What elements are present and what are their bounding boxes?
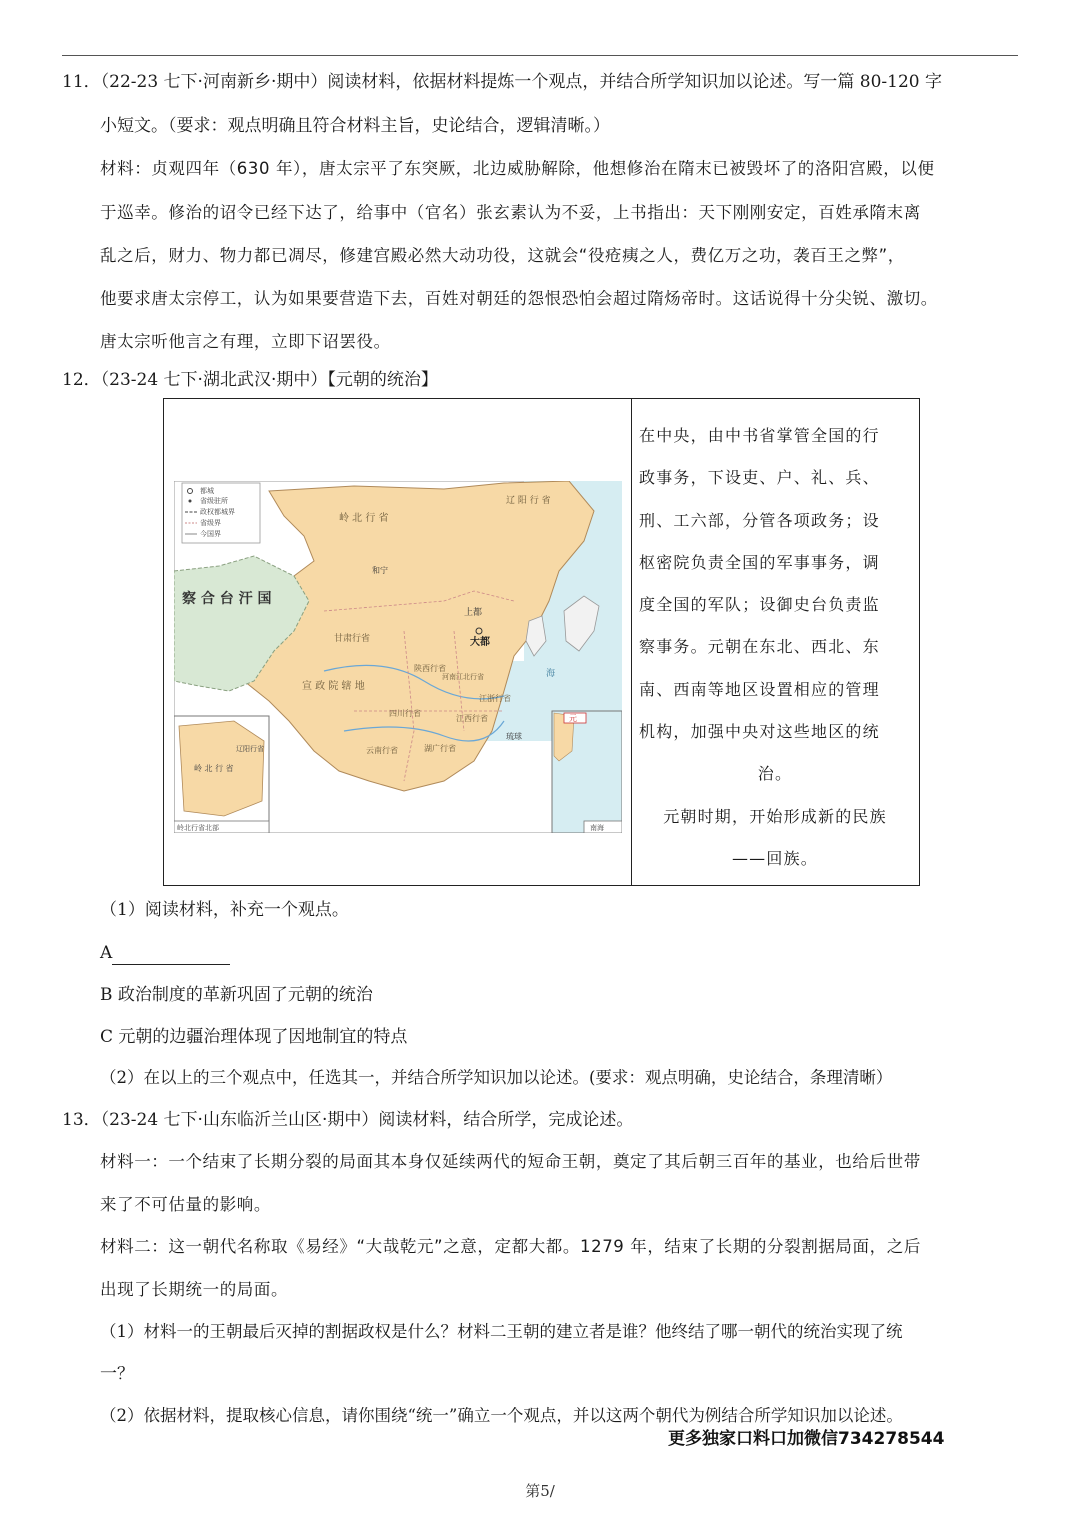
right-line-1: 在中央，由中书省掌管全国的行 [639,426,880,445]
q12-option-c: C 元朝的边疆治理体现了因地制宜的特点 [100,1027,408,1047]
right-line-3: 刑、工六部，分管各项政务；设 [639,510,880,530]
label-jiangxi: 江西行省 [456,714,488,723]
q13-m2-line1: 材料二：这一朝代名称取《易经》“大哉乾元”之意，定都大都。1279 年，结束了长期的分裂割据局面，之后 [100,1237,921,1256]
legend-capital: 都城 [200,487,214,495]
box-divider [631,399,632,885]
q13-sub1-line1: （1）材料一的王朝最后灭掉的割据政权是什么？材料二王朝的建立者是谁？他终结了哪一朝代的统治实现了统 [100,1322,903,1341]
label-sea: 海 [546,669,556,679]
inset-caption-right: 南海 [590,824,604,832]
label-yunnan: 云南行省 [366,746,398,755]
right-line-10: 元朝时期，开始形成新的民族 [663,806,887,826]
yuan-dynasty-map [174,481,622,833]
q12-option-b: B 政治制度的革新巩固了元朝的统治 [100,985,373,1005]
label-chagatai: 察 合 台 汗 国 [182,591,272,607]
option-a-letter: A [100,943,113,963]
q12-title: 12．（23-24 七下·湖北武汉·期中）【元朝的统治】 [62,370,438,390]
label-sichuan: 四川行省 [389,709,421,718]
label-henan: 河南江北行省 [442,673,484,681]
right-line-9: 治。 [757,764,793,784]
label-shaanxi: 陕西行省 [414,664,446,673]
label-liaoyang: 辽 阳 行 省 [506,496,551,506]
q11-material-3: 乱之后，财力、物力都已凋尽，修建宫殿必然大动功役，这就会“役疮痍之人，费亿万之功，袭百王之弊”， [100,246,905,265]
q12-sub1: （1）阅读材料，补充一个观点。 [100,900,349,920]
q11-material-1: 材料：贞观四年（630 年），唐太宗平了东突厥，北边威胁解除，他想修治在隋末已被毁坏了的洛阳宫殿，以便 [100,159,935,178]
q12-sub2: （2）在以上的三个观点中，任选其一，并结合所学知识加以论述。(要求：观点明确，史论结合，条理清晰） [100,1068,893,1087]
right-line-7: 南、西南等地区设置相应的管理 [639,679,880,699]
q11-line2: 小短文。（要求：观点明确且符合材料主旨，史论结合，逻辑清晰。） [100,116,610,136]
label-huguang: 湖广行省 [424,744,456,753]
q11-material-4: 他要求唐太宗停工，认为如果要营造下去，百姓对朝廷的怨恨恐怕会超过隋炀帝时。这话说得十分尖锐、激切。 [100,289,938,308]
legend-province-border: 省级界 [200,519,221,527]
legend-provincial-seat: 省级驻所 [200,497,228,505]
label-liuqiu: 琉球 [506,732,522,741]
inset-lingbei: 岭 北 行 省 [194,764,234,773]
q11-material-2: 于巡幸。修治的诏令已经下达了，给事中（官名）张玄素认为不妥，上书指出：天下刚刚安定，百姓承隋末离 [100,203,921,222]
right-line-4: 枢密院负责全国的军事事务，调 [639,552,880,572]
option-a-blank[interactable] [112,944,230,965]
q12-option-a [100,941,230,965]
label-lingbei: 岭 北 行 省 [339,513,389,524]
q13-m1-line1: 材料一：一个结束了长期分裂的局面其本身仅延续两代的短命王朝，奠定了其后朝三百年的基业，也给后世带 [100,1152,921,1171]
inset-title: 元 [569,714,577,723]
page-number: 第5/ [525,1482,555,1500]
right-line-5: 度全国的军队；设御史台负责监 [639,595,880,615]
q13-m1-line2: 来了不可估量的影响。 [100,1195,271,1214]
right-line-6: 察事务。元朝在东北、西北、东 [639,637,880,657]
q12-right-text [639,415,911,880]
label-xuanzheng: 宣 政 院 辖 地 [302,681,365,692]
right-line-8: 机构，加强中央对这些地区的统 [639,722,880,742]
q13-sub2: （2）依据材料，提取核心信息，请你围绕“统一”确立一个观点，并以这两个朝代为例结合所学知识加以论述。 [100,1406,903,1425]
label-gansu: 甘肃行省 [334,634,371,644]
q13-title: 13．（23-24 七下·山东临沂兰山区·期中）阅读材料，结合所学，完成论述。 [62,1110,634,1130]
wechat-watermark: 更多独家口料口加微信734278544 [668,1429,945,1449]
label-dadu: 大都 [470,637,490,648]
q13-sub1-line2: 一？ [100,1364,134,1384]
right-line-11: ——回族。 [731,848,818,868]
q11-material-5: 唐太宗听他言之有理，立即下诏罢役。 [100,332,391,351]
label-helin: 和宁 [372,566,388,575]
inset-caption-left: 岭北行省北部 [177,824,219,832]
q11-line1: 11．（22-23 七下·河南新乡·期中）阅读材料，依据材料提炼一个观点，并结合所学知识加以论述。写一篇 80-120 字 [62,72,942,92]
legend-regime-border: 政权都城界 [200,508,235,516]
label-shangdu: 上都 [464,608,483,618]
label-jiangzhe: 江浙行省 [479,694,511,703]
q12-material-box [163,398,920,886]
legend-modern-border: 今国界 [200,530,221,538]
top-rule [62,55,1018,56]
inset-liaoyang: 辽阳行省 [236,745,264,753]
right-line-2: 政事务，下设吏、户、礼、兵、 [639,468,880,488]
q13-m2-line2: 出现了长期统一的局面。 [100,1280,289,1299]
